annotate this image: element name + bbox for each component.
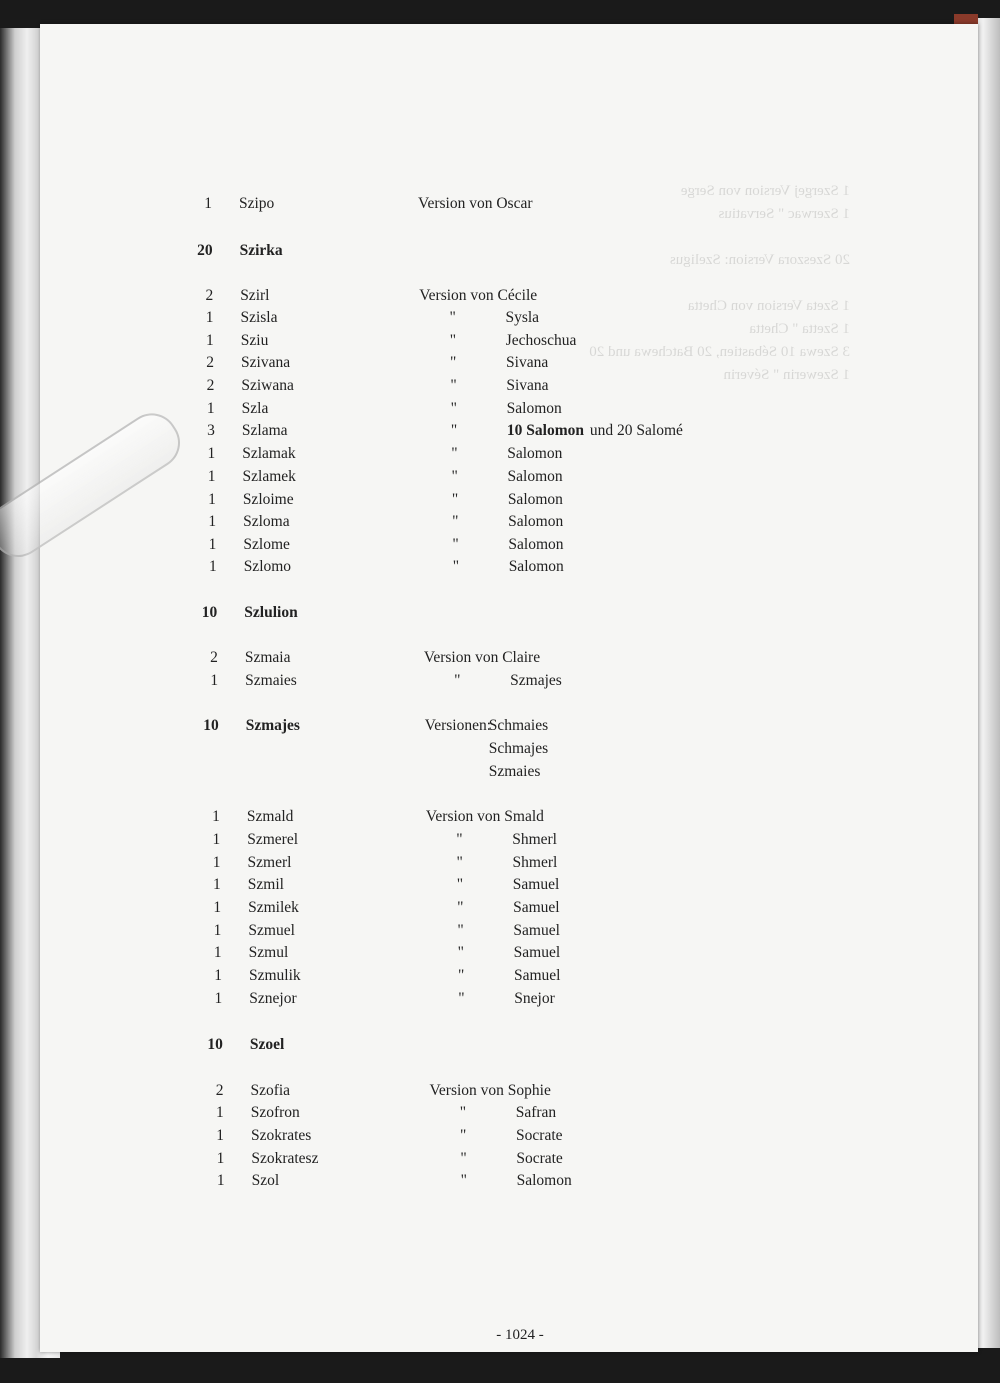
entry-count: 10 xyxy=(207,1036,223,1053)
ditto-mark: " xyxy=(451,445,458,462)
entry-name: Szmerel xyxy=(247,831,299,848)
entry-count: 1 xyxy=(216,1172,225,1189)
entry-count: 2 xyxy=(215,1082,224,1099)
entry-count: 1 xyxy=(212,808,220,825)
entry-name: Szlama xyxy=(241,422,288,439)
entry-note: Samuel xyxy=(512,876,560,893)
entry-count: 1 xyxy=(216,1150,225,1167)
entry-count: 2 xyxy=(210,649,218,666)
entry-name: Szmilek xyxy=(248,899,299,916)
entry-note: Version von Claire xyxy=(423,649,541,666)
entry-name: Szmaia xyxy=(244,649,291,666)
entry-name: Szmil xyxy=(247,876,284,893)
entry-name: Szokrates xyxy=(251,1127,312,1144)
bleed-through-text: 1 Szergej Version von Serge 1 Szerwac " Servatius 20 Szeszora Version: Szeligus 1 Szeta Version von Chetta 1 Szetta " Chetta 3 Szewa 10 Sébastien, 20 Batchewa und 20 1 Szewerin " Séverin xyxy=(589,183,850,383)
entry-name: Sznejor xyxy=(249,990,297,1007)
entry-note-bold: 10 Salomon xyxy=(506,422,585,439)
entry-name: Szmald xyxy=(246,808,294,825)
ditto-mark: " xyxy=(457,944,464,961)
ditto-mark: " xyxy=(459,1104,467,1121)
entry-count: 1 xyxy=(206,332,214,349)
entry-name: Szloime xyxy=(242,491,294,508)
entry-name: Szmul xyxy=(248,944,289,961)
entry-count: 1 xyxy=(208,513,217,530)
version-item: Schmaies xyxy=(488,717,549,734)
entry-name: Szoel xyxy=(249,1036,285,1053)
entry-note: Salomon xyxy=(508,536,564,553)
entry-name: Szofia xyxy=(250,1082,291,1099)
ditto-mark: " xyxy=(457,967,465,984)
entry-note: Samuel xyxy=(513,944,561,961)
entry-count: 1 xyxy=(208,491,216,508)
entry-note: Salomon xyxy=(507,491,563,508)
ditto-mark: " xyxy=(460,1172,467,1189)
entry-note: Salomon xyxy=(507,468,563,485)
entry-name: Szmajes xyxy=(245,717,300,734)
entry-count: 1 xyxy=(213,922,222,939)
entry-note: Shmerl xyxy=(512,831,557,848)
entry-count: 20 xyxy=(197,242,213,259)
entry-note: Socrate xyxy=(516,1127,563,1144)
ditto-mark: " xyxy=(460,1127,467,1144)
entry-name: Szirka xyxy=(239,242,283,259)
entry-note: Versionen: xyxy=(424,717,492,734)
entry-name: Sziwana xyxy=(241,377,294,394)
entry-note: Salomon xyxy=(508,558,564,575)
ditto-mark: " xyxy=(450,377,457,394)
ditto-mark: " xyxy=(456,876,464,893)
entry-count: 1 xyxy=(214,967,222,984)
ditto-mark: " xyxy=(456,831,463,848)
entry-count: 3 xyxy=(207,422,215,439)
entry-note: Samuel xyxy=(513,967,561,984)
ditto-mark: " xyxy=(449,332,457,349)
entry-count: 1 xyxy=(210,672,219,689)
ditto-mark: " xyxy=(457,922,464,939)
ditto-mark: " xyxy=(451,468,458,485)
entry-count: 1 xyxy=(206,400,215,417)
ditto-mark: " xyxy=(457,899,464,916)
entry-name: Szmaies xyxy=(245,672,297,689)
entry-name: Szipo xyxy=(239,195,275,212)
entry-count: 2 xyxy=(206,354,215,371)
entry-note: Version von Sophie xyxy=(429,1082,551,1099)
entry-note: Version von Oscar xyxy=(418,195,533,212)
entry-note: Salomon xyxy=(516,1172,572,1189)
ditto-mark: " xyxy=(452,536,459,553)
entry-count: 2 xyxy=(205,287,214,304)
ditto-mark: " xyxy=(458,990,465,1007)
entry-count: 1 xyxy=(213,899,222,916)
entry-name: Szirl xyxy=(240,287,270,304)
entry-name: Szokratesz xyxy=(251,1150,319,1167)
entry-name: Szmerl xyxy=(247,854,292,871)
entry-note: Sivana xyxy=(506,354,549,371)
entry-name: Szlomo xyxy=(243,558,292,575)
ditto-mark: " xyxy=(450,400,457,417)
ditto-mark: " xyxy=(454,672,461,689)
entry-name: Sziu xyxy=(240,332,269,349)
entry-count: 1 xyxy=(212,831,221,848)
entry-count: 1 xyxy=(208,558,217,575)
entry-count: 1 xyxy=(205,309,214,326)
entry-count: 1 xyxy=(213,944,222,961)
entry-name: Szmulik xyxy=(248,967,301,984)
entry-note: Version von Cécile xyxy=(419,287,538,304)
entry-note: Safran xyxy=(515,1104,557,1121)
entry-count: 1 xyxy=(207,445,216,462)
entry-name: Szmuel xyxy=(248,922,295,939)
page-number: - 1024 - xyxy=(496,1327,544,1343)
entry-name: Szisla xyxy=(240,309,278,326)
ditto-mark: " xyxy=(460,1150,467,1167)
ditto-mark: " xyxy=(452,513,459,530)
entry-count: 1 xyxy=(204,195,212,212)
entry-name: Szol xyxy=(251,1172,280,1189)
entry-count: 10 xyxy=(201,604,218,621)
ditto-mark: " xyxy=(451,491,459,508)
entry-name: Szlamek xyxy=(242,468,296,485)
ditto-mark: " xyxy=(449,309,456,326)
entry-note: Salomon xyxy=(507,445,563,462)
entry-note: Samuel xyxy=(513,922,560,939)
entry-note: Socrate xyxy=(516,1150,563,1167)
entry-note: Snejor xyxy=(514,990,555,1007)
entry-note: Samuel xyxy=(513,899,560,916)
entry-name: Szofron xyxy=(250,1104,300,1121)
entry-note: Version von Smald xyxy=(425,808,544,825)
version-item: Schmajes xyxy=(488,740,549,757)
entry-name: Szlome xyxy=(243,536,290,553)
entry-name: Szlulion xyxy=(244,604,298,621)
entry-count: 1 xyxy=(214,990,223,1007)
ditto-mark: " xyxy=(450,354,457,371)
ditto-mark: " xyxy=(456,854,463,871)
entry-name: Szlamak xyxy=(242,445,296,462)
ditto-mark: " xyxy=(450,422,458,439)
entry-note-rest: und 20 Salomé xyxy=(589,422,683,439)
entry-count: 2 xyxy=(206,377,215,394)
entry-count: 1 xyxy=(207,468,216,485)
entry-count: 1 xyxy=(212,854,221,871)
ditto-mark: " xyxy=(452,558,460,575)
entry-note: Jechoschua xyxy=(505,332,577,349)
entry-note: Szmajes xyxy=(510,672,562,689)
entry-count: 1 xyxy=(215,1104,224,1121)
entry-name: Szivana xyxy=(241,354,291,371)
entry-note: Sysla xyxy=(505,309,540,326)
entry-note: Salomon xyxy=(506,400,562,417)
entry-count: 10 xyxy=(203,717,219,734)
entry-name: Szla xyxy=(241,400,269,417)
entry-name: Szloma xyxy=(243,513,290,530)
version-item: Szmaies xyxy=(488,763,541,780)
entry-note: Sivana xyxy=(506,377,549,394)
entry-count: 1 xyxy=(216,1127,225,1144)
entry-count: 1 xyxy=(213,876,221,893)
entry-count: 1 xyxy=(208,536,217,553)
entry-note: Shmerl xyxy=(512,854,558,871)
entry-note: Salomon xyxy=(508,513,564,530)
